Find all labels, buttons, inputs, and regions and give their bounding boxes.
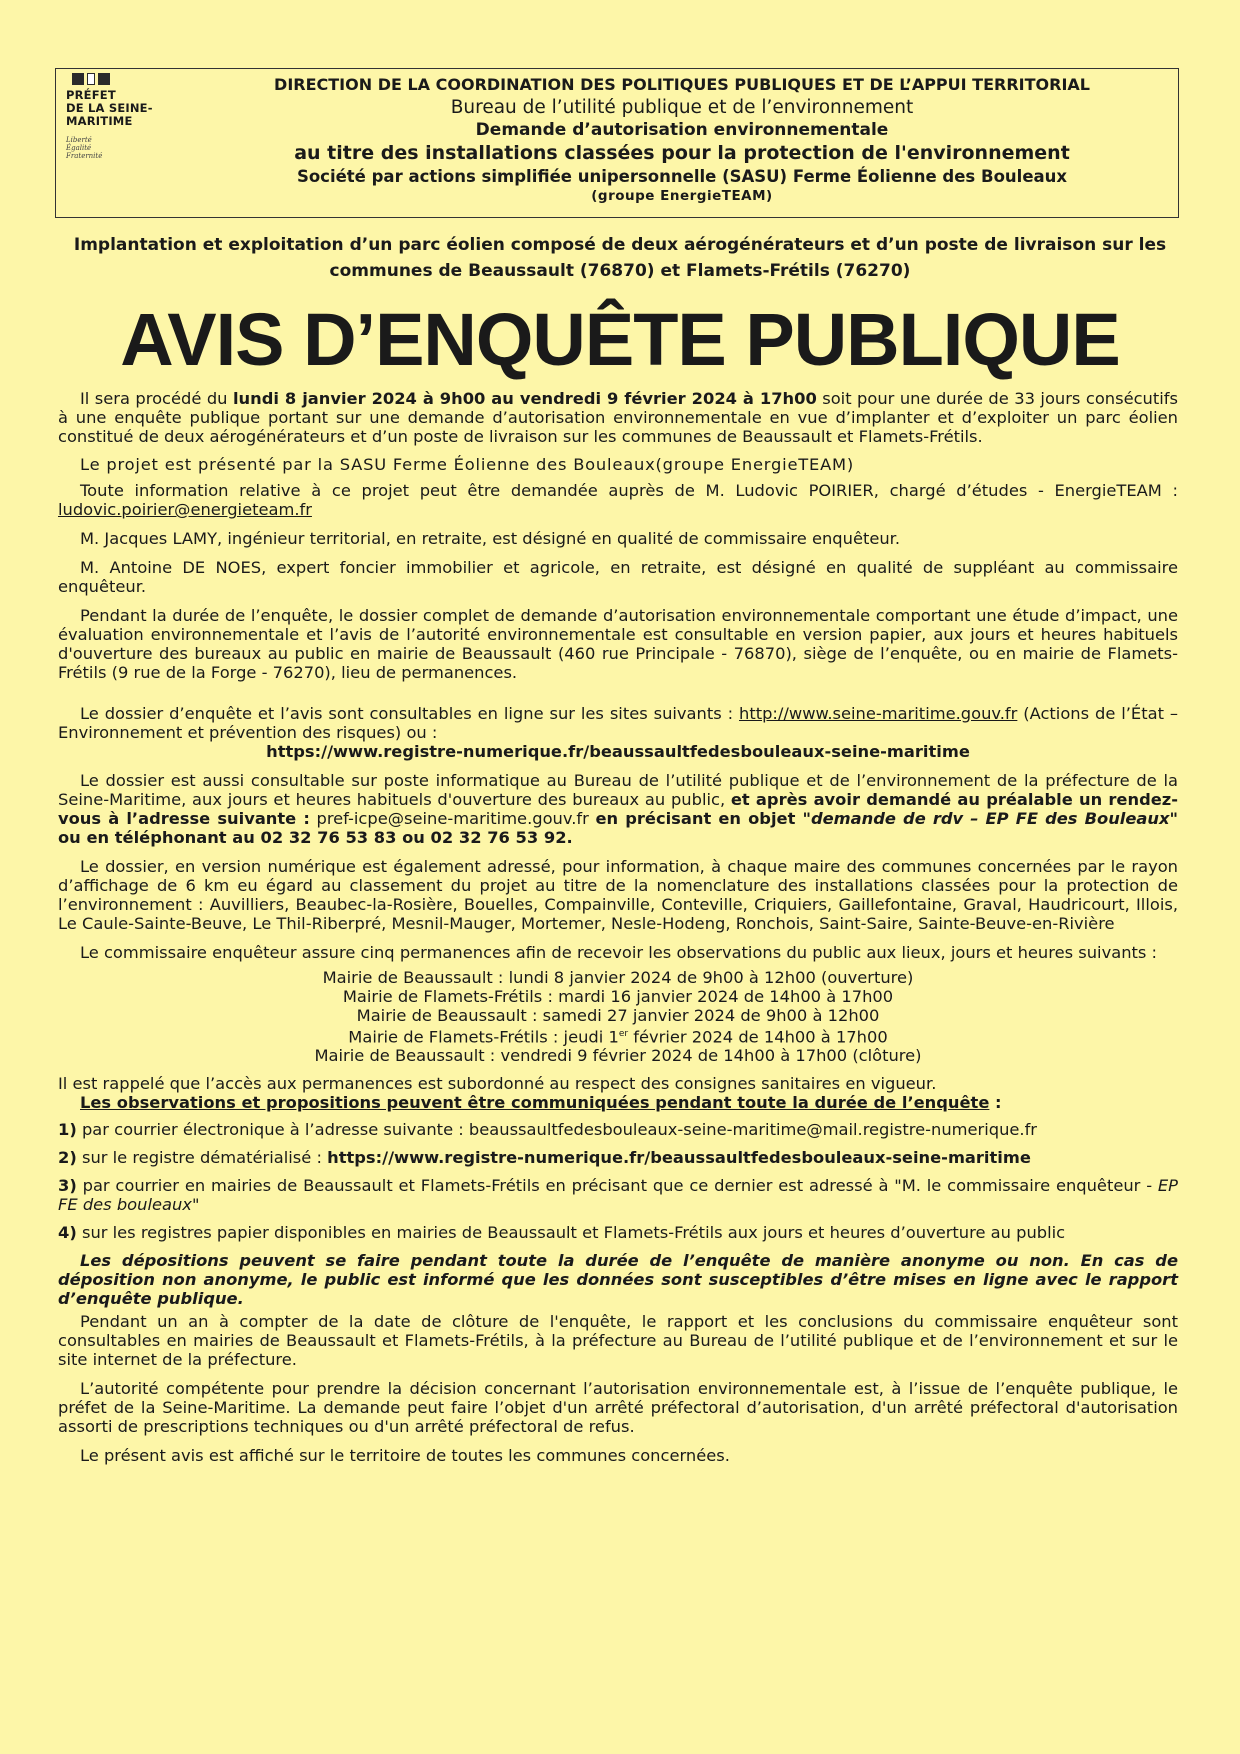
permanence-item: Mairie de Beaussault : samedi 27 janvier 2024 de 9h00 à 12h00 bbox=[356, 1006, 880, 1025]
notice-body bbox=[58, 389, 1178, 1465]
paragraph-contact: Toute information relative à ce projet peut être demandée auprès de M. Ludovic POIRIER, chargé d’études - EnergieTEAM : ludovic.poirier@energieteam.fr bbox=[58, 481, 1178, 519]
prefet-logo bbox=[66, 73, 176, 160]
groupe-title: (groupe EnergieTEAM) bbox=[591, 188, 773, 204]
logo-line: DE LA SEINE- bbox=[66, 101, 153, 115]
list-item: 2) sur le registre dématérialisé : https://www.registre-numerique.fr/beaussaultfedesbouleaux-seine-maritime bbox=[58, 1148, 1031, 1168]
header-box bbox=[55, 68, 1179, 218]
permanence-item: Mairie de Flamets-Frétils : jeudi 1er février 2024 de 14h00 à 17h00 bbox=[348, 1027, 888, 1047]
project-intro: Implantation et exploitation d’un parc éolien composé de deux aérogénérateurs et d’un poste de livraison sur les communes de Beaussault (76870) et Flamets-Frétils (76270) bbox=[73, 235, 1167, 281]
direction-title: DIRECTION DE LA COORDINATION DES POLITIQUES PUBLIQUES ET DE L’APPUI TERRITORIAL bbox=[274, 75, 1090, 94]
paragraph-communes: Le dossier, en version numérique est également adressé, pour information, à chaque maire des communes concernées par le rayon d’affichage de 6 km eu égard au classement du projet au titre de la nomenclature des installations classées pour la protection de l’environnement : Auvilliers, Beaubec-la-Rosière, Bouelles, Compainville, Conteville, Criquiers, Gaillefontaine, Graval, Haudricourt, Illois, Le Caule-Sainte-Beuve, Le Thil-Riberpré, Mesnil-Mauger, Mortemer, Nesle-Hodeng, Ronchois, Saint-Saire, Sainte-Beuve-en-Rivière bbox=[58, 857, 1178, 933]
paragraph-en-ligne: Le dossier d’enquête et l’avis sont consultables en ligne sur les sites suivants : http://www.seine-maritime.gouv.fr (Actions de l’État – Environnement et prévention des risques) ou : bbox=[58, 704, 1179, 742]
permanence-item: Mairie de Flamets-Frétils : mardi 16 janvier 2024 de 14h00 à 17h00 bbox=[342, 987, 894, 1006]
demande-title: Demande d’autorisation environnementale bbox=[475, 120, 889, 140]
paragraph-anonymat: Les dépositions peuvent se faire pendant toute la durée de l’enquête de manière anonyme ou non. En cas de déposition non anonyme, le public est informé que les données sont susceptibles d’être mises en ligne avec le rapport d’enquête publique. bbox=[58, 1251, 1178, 1309]
paragraph-commissaire: M. Jacques LAMY, ingénieur territorial, en retraite, est désigné en qualité de commissaire enquêteur. bbox=[80, 529, 901, 548]
header-lines bbox=[196, 73, 1168, 205]
prefecture-website-link[interactable]: http://www.seine-maritime.gouv.fr bbox=[739, 704, 1018, 723]
permanence-item: Mairie de Beaussault : vendredi 9 février 2024 de 14h00 à 17h00 (clôture) bbox=[314, 1046, 922, 1066]
observations-heading: Les observations et propositions peuvent être communiquées pendant toute la durée de l’enquête : bbox=[80, 1093, 1002, 1113]
marianne-flag-icon bbox=[72, 73, 176, 85]
list-item: 3) par courrier en mairies de Beaussault et Flamets-Frétils en précisant que ce dernier est adressé à "M. le commissaire enquêteur - EP FE des bouleaux" bbox=[58, 1176, 1178, 1215]
logo-line: MARITIME bbox=[66, 114, 133, 128]
societe-title: Société par actions simplifiée unipersonnelle (SASU) Ferme Éolienne des Bouleaux bbox=[296, 167, 1068, 186]
paragraph-rapport: Pendant un an à compter de la date de clôture de l'enquête, le rapport et les conclusions du commissaire enquêteur sont consultables en mairies de Beaussault et Flamets-Frétils, à la préfecture au Bureau de l’utilité publique et de l’environnement et sur le site internet de la préfecture. bbox=[58, 1312, 1178, 1370]
motto: Liberté Égalité Fraternité bbox=[66, 136, 103, 160]
list-item: 4) sur les registres papier disponibles en mairies de Beaussault et Flamets-Frétils aux jours et heures d’ouverture au public bbox=[58, 1223, 1066, 1243]
paragraph-dates: Il sera procédé du lundi 8 janvier 2024 à 9h00 au vendredi 9 février 2024 à 17h00 soit pour une durée de 33 jours consécutifs à une enquête publique portant sur une demande d’autorisation environnementale en vue d’implanter et d’exploiter un parc éolien constitué de deux aérogénérateurs et d’un poste de livraison sur les communes de Beaussault et Flamets-Frétils. bbox=[58, 389, 1178, 446]
registre-url[interactable]: https://www.registre-numerique.fr/beaussaultfedesbouleaux-seine-maritime bbox=[266, 742, 970, 761]
list-item: 1) par courrier électronique à l’adresse suivante : beaussaultfedesbouleaux-seine-maritime@mail.registre-numerique.fr bbox=[58, 1120, 1038, 1140]
permanences-list bbox=[58, 968, 1178, 1065]
paragraph-dossier: Pendant la durée de l’enquête, le dossier complet de demande d’autorisation environnementale comportant une étude d’impact, une évaluation environnementale et l’avis de l’autorité environnementale est consultable en version papier, aux jours et heures habituels d'ouverture des bureaux au public en mairie de Beaussault (460 rue Principale - 76870), siège de l’enquête, ou en mairie de Flamets-Frétils (9 rue de la Forge - 76270), lieu de permanences. bbox=[58, 606, 1178, 682]
contact-email-link[interactable]: ludovic.poirier@energieteam.fr bbox=[58, 500, 312, 519]
paragraph-suppleant: M. Antoine DE NOES, expert foncier immobilier et agricole, en retraite, est désigné en qualité de suppléant au commissaire enquêteur. bbox=[58, 558, 1178, 596]
page-title: AVIS D’ENQUÊTE PUBLIQUE bbox=[120, 298, 1120, 381]
logo-line: PRÉFET bbox=[66, 88, 116, 102]
paragraph-affichage: Le présent avis est affiché sur le territoire de toutes les communes concernées. bbox=[80, 1446, 730, 1466]
paragraph-porteur: Le projet est présenté par la SASU Ferme Éolienne des Bouleaux(groupe EnergieTEAM) bbox=[80, 455, 855, 474]
paragraph-permanences: Le commissaire enquêteur assure cinq permanences afin de recevoir les observations du public aux lieux, jours et heures suivants : bbox=[80, 943, 1158, 962]
permanence-item: Mairie de Beaussault : lundi 8 janvier 2024 de 9h00 à 12h00 (ouverture) bbox=[322, 968, 914, 987]
paragraph-poste-informatique: Le dossier est aussi consultable sur poste informatique au Bureau de l’utilité publique et de l’environnement de la préfecture de la Seine-Maritime, aux jours et heures habituels d'ouverture des bureaux au public, et après avoir demandé au préalable un rendez-vous à l’adresse suivante : pref-icpe@seine-maritime.gouv.fr en précisant en objet "demande de rdv – EP FE des Bouleaux" ou en téléphonant au 02 32 76 53 83 ou 02 32 76 53 92. bbox=[58, 771, 1178, 847]
paragraph-autorite: L’autorité compétente pour prendre la décision concernant l’autorisation environnementale est, à l’issue de l’enquête publique, le préfet de la Seine-Maritime. La demande peut faire l’objet d'un arrêté préfectoral d’autorisation, d'un arrêté préfectoral d'autorisation assorti de prescriptions techniques ou d'un arrêté préfectoral de refus. bbox=[58, 1379, 1178, 1437]
bureau-title: Bureau de l’utilité publique et de l’environnement bbox=[450, 97, 914, 118]
icpe-title: au titre des installations classées pour la protection de l'environnement bbox=[294, 142, 1070, 164]
paragraph-consignes: Il est rappelé que l’accès aux permanences est subordonné au respect des consignes sanitaires en vigueur. bbox=[58, 1074, 937, 1094]
